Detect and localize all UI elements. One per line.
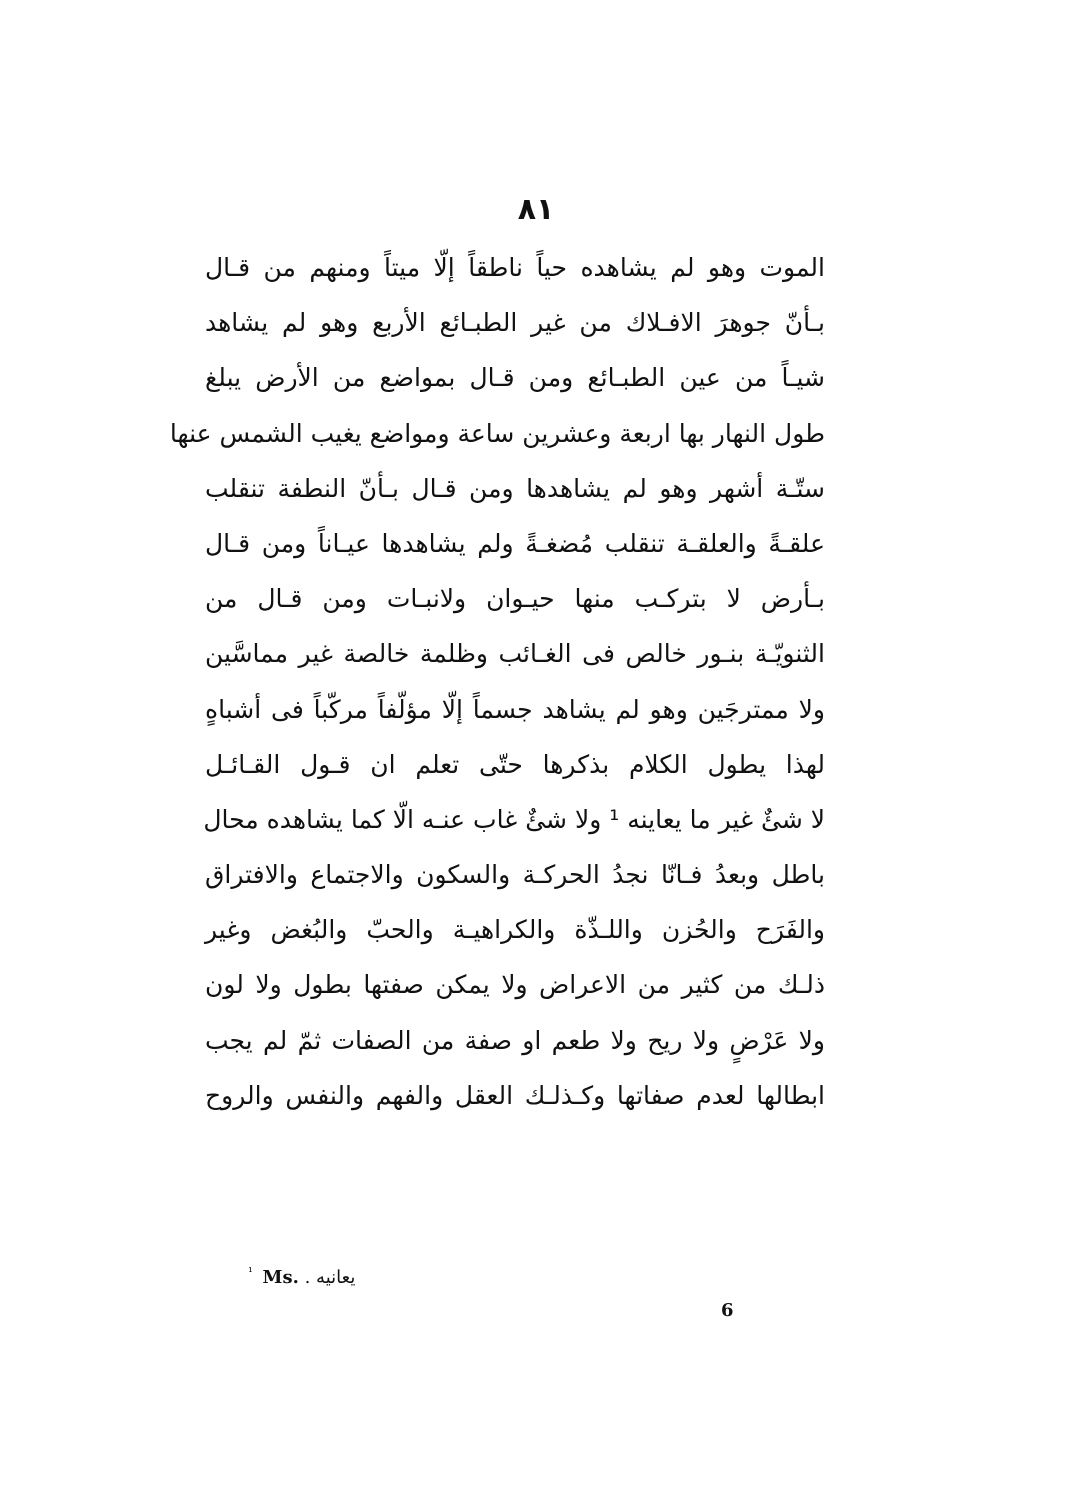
text-line: والفَرَح والحُزن واللـذّة والكراهيـة والحبّ والبُغض وغير: [205, 915, 825, 945]
footnote-label: Ms.: [262, 1267, 299, 1288]
text-line: ذلـك من كثير من الاعراض ولا يمكن صفتها بطول ولا لون: [205, 970, 825, 1000]
footnote-marker: ¹: [248, 1265, 253, 1279]
main-text: [169, 240, 825, 1123]
page-number: ٨١: [517, 192, 555, 227]
text-line: باطل وبعدُ فـانّا نجدُ الحركـة والسكون والاجتماع والافتراق: [205, 860, 825, 890]
text-line: شيـاً من عين الطبـائع ومن قـال بمواضع من الأرض يبلغ: [205, 363, 825, 393]
text-line: ولا عَرْضٍ ولا ريح ولا طعم او صفة من الصفات ثمّ لم يجب: [205, 1025, 825, 1055]
text-line: لهذا يطول الكلام بذكرها حتّى تعلم ان قـول القـائـل: [205, 749, 825, 779]
text-line: بـأنّ جوهرَ الافـلاك من غير الطبـائع الأربع وهو لم يشاهد: [205, 308, 825, 338]
signature-mark: 6: [721, 1300, 734, 1321]
text-line: طول النهار بها اربعة وعشرين ساعة ومواضع يغيب الشمس عنها: [169, 418, 825, 448]
text-line: علقـةً والعلقـة تنقلب مُضغـةً ولم يشاهدها عيـاناً ومن قـال: [205, 528, 825, 558]
text-line: بـأرض لا بتركـب منها حيـوان ولانبـات ومن قـال من: [205, 584, 825, 614]
text-line: لا شئٌ غير ما يعاينه ¹ ولا شئٌ غاب عنـه الّا كما يشاهده محال: [203, 804, 825, 834]
footnote-text: يعانيه .: [304, 1267, 356, 1288]
text-line: ابطالها لعدم صفاتها وكـذلـك العقل والفهم والنفس والروح: [205, 1080, 825, 1110]
footnote: [248, 1265, 355, 1288]
text-line: ولا ممترجَين وهو لم يشاهد جسماً إلّا مؤلّفاً مركّباً فى أشباهٍ: [205, 694, 825, 724]
text-line: ستّـة أشهر وهو لم يشاهدها ومن قـال بـأنّ النطفة تنقلب: [205, 473, 825, 503]
text-line: الموت وهو لم يشاهده حياً ناطقاً إلّا ميتاً ومنهم من قـال: [205, 253, 825, 282]
text-line: الثنويّـة بنـور خالص فى الغـائب وظلمة خالصة غير مماسَّين: [205, 639, 825, 669]
